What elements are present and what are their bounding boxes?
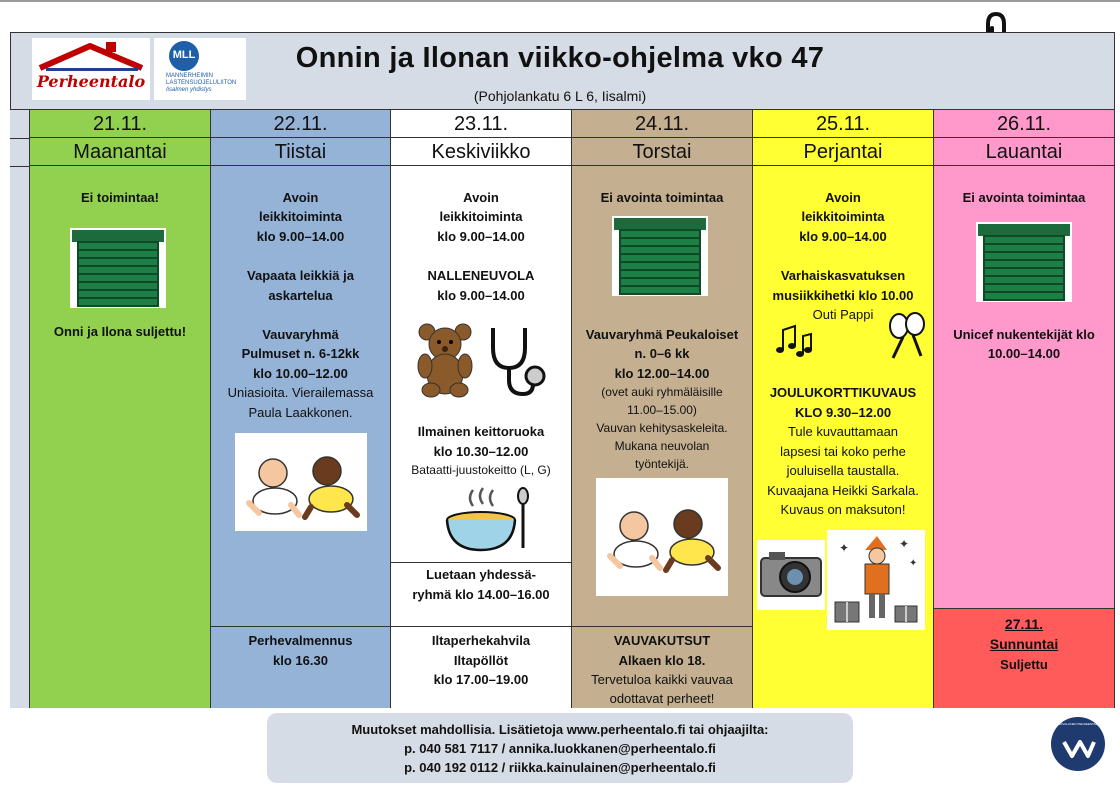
mll-logo-line2: LASTENSUOJELULIITON xyxy=(166,80,237,86)
thursday-line-3: n. 0–6 kk xyxy=(634,346,690,361)
wednesday-line-6: Ilmainen keittoruoka xyxy=(417,424,545,439)
friday-line-6: Outi Pappi xyxy=(812,307,874,322)
column-tuesday xyxy=(211,110,391,708)
column-friday xyxy=(753,110,934,708)
column-wednesday xyxy=(391,110,572,708)
date-friday: 25.11. xyxy=(753,110,933,138)
footer-line-1: Muutokset mahdollisia. Lisätietoja www.perheentalo.fi tai ohjaajilta: xyxy=(351,722,769,737)
thursday-evening-cell xyxy=(572,626,752,708)
friday-line-2: leikkitoiminta xyxy=(801,209,885,224)
thursday-line-7: Vauvan kehitysaskeleita. xyxy=(596,421,728,435)
crawling-babies-icon xyxy=(596,478,728,596)
date-saturday: 26.11. xyxy=(934,110,1114,138)
wednesday-line-4: NALLENEUVOLA xyxy=(427,268,535,283)
wednesday-line-8: Bataatti-juustokeitto (L, G) xyxy=(411,463,551,477)
saturday-line-1: Ei avointa toimintaa xyxy=(962,190,1086,205)
dayname-saturday: Lauantai xyxy=(934,138,1114,166)
camera-icon xyxy=(757,540,825,610)
footer-line-2: p. 040 581 7117 / annika.luokkanen@perheentalo.fi xyxy=(404,741,716,756)
sunday-cell xyxy=(934,608,1114,708)
wednesday-line-2: leikkitoiminta xyxy=(439,209,523,224)
thursday-bottom-line-4: odottavat perheet! xyxy=(609,691,715,706)
tuesday-line-4: Vapaata leikkiä ja xyxy=(247,268,354,283)
wednesday-middle-line-2: ryhmä klo 14.00–16.00 xyxy=(412,587,550,602)
sunday-name: Sunnuntai xyxy=(989,636,1059,652)
wednesday-evening-cell xyxy=(391,626,571,708)
thursday-line-6: 11.00–15.00) xyxy=(627,403,697,417)
thursday-line-2: Vauvaryhmä Peukaloiset xyxy=(585,327,739,342)
wednesday-line-1: Avoin xyxy=(463,190,499,205)
mll-logo-line1: MANNERHEIMIN xyxy=(166,73,214,79)
perheentalo-logo xyxy=(32,38,150,100)
tuesday-line-10: Paula Laakkonen. xyxy=(248,405,353,420)
badge-text: TURVALLINEN PERHEENTALO xyxy=(1056,722,1100,726)
music-notes-icon xyxy=(775,320,815,360)
mll-logo xyxy=(154,38,246,100)
date-thursday: 24.11. xyxy=(572,110,752,138)
friday-line-13: Kuvaus on maksuton! xyxy=(780,502,906,517)
friday-line-3: klo 9.00–14.00 xyxy=(799,229,887,244)
friday-line-12: Kuvaajana Heikki Sarkala. xyxy=(767,483,919,498)
column-monday xyxy=(30,110,211,708)
closed-shutter-icon xyxy=(612,216,708,296)
thursday-line-5: (ovet auki ryhmäläisille xyxy=(601,385,723,399)
wednesday-bottom-line-3: klo 17.00–19.00 xyxy=(433,672,529,687)
friday-line-1: Avoin xyxy=(825,190,861,205)
monday-line-2: Onni ja Ilona suljettu! xyxy=(53,324,187,339)
mll-logo-line3: Iisalmen yhdistys xyxy=(166,87,212,93)
tuesday-bottom-line-1: Perhevalmennus xyxy=(248,633,353,648)
teddy-bear-icon xyxy=(413,322,477,398)
perheentalo-logo-text: Perheentalo xyxy=(36,72,146,91)
top-rule xyxy=(0,0,1120,2)
dayname-wednesday: Keskiviikko xyxy=(391,138,571,166)
soup-bowl-icon xyxy=(443,484,533,556)
thursday-bottom-line-3: Tervetuloa kaikki vauvaa xyxy=(591,672,733,687)
tuesday-line-5: askartelua xyxy=(268,288,333,303)
footer-line-3: p. 040 192 0112 / riikka.kainulainen@perheentalo.fi xyxy=(404,760,716,775)
wednesday-bottom-line-1: Iltaperhekahvila xyxy=(431,633,531,648)
date-monday: 21.11. xyxy=(30,110,210,138)
maracas-icon xyxy=(885,312,929,362)
christmas-photo-person-icon xyxy=(827,530,925,630)
address-subtitle: (Pohjolankatu 6 L 6, Iisalmi) xyxy=(473,88,647,104)
saturday-line-3: 10.00–14.00 xyxy=(987,346,1061,361)
tuesday-bottom-line-2: klo 16.30 xyxy=(273,653,328,668)
page-title: Onnin ja Ilonan viikko-ohjelma vko 47 xyxy=(295,42,825,74)
sunday-date: 27.11. xyxy=(1004,616,1044,632)
thursday-bottom-line-1: VAUVAKUTSUT xyxy=(613,633,711,648)
dayname-friday: Perjantai xyxy=(753,138,933,166)
saturday-line-2: Unicef nukentekijät klo xyxy=(953,327,1095,342)
crawling-babies-icon xyxy=(235,433,367,531)
thursday-line-4: klo 12.00–14.00 xyxy=(614,366,710,381)
dayname-thursday: Torstai xyxy=(572,138,752,166)
friday-line-7: JOULUKORTTIKUVAUS xyxy=(769,385,917,400)
friday-line-8: KLO 9.30–12.00 xyxy=(794,405,892,420)
dayname-monday: Maanantai xyxy=(30,138,210,166)
tuesday-evening-cell xyxy=(211,626,390,708)
thursday-bottom-line-2: Alkaen klo 18. xyxy=(618,653,706,668)
svg-text:✦: ✦ xyxy=(839,541,850,555)
svg-text:✦: ✦ xyxy=(909,558,918,569)
column-thursday xyxy=(572,110,753,708)
wednesday-bottom-line-2: Iltapöllöt xyxy=(453,653,509,668)
wednesday-afternoon-cell xyxy=(391,562,571,626)
dayname-tuesday: Tiistai xyxy=(211,138,390,166)
friday-line-4: Varhaiskasvatuksen xyxy=(780,268,906,283)
wednesday-middle-line-1: Luetaan yhdessä- xyxy=(426,567,536,582)
sunday-status: Suljettu xyxy=(1000,657,1048,672)
closed-shutter-icon xyxy=(976,222,1072,302)
left-margin-column xyxy=(10,110,30,708)
wednesday-line-3: klo 9.00–14.00 xyxy=(437,229,525,244)
monday-line-1: Ei toimintaa! xyxy=(80,190,159,205)
footer-contact-box xyxy=(267,713,853,783)
mll-logo-mark: MLL xyxy=(172,49,196,61)
friday-line-10: lapsesi tai koko perhe xyxy=(780,444,906,459)
thursday-line-1: Ei avointa toimintaa xyxy=(600,190,724,205)
wednesday-line-5: klo 9.00–14.00 xyxy=(437,288,525,303)
tuesday-line-8: klo 10.00–12.00 xyxy=(253,366,348,381)
svg-text:✦: ✦ xyxy=(899,537,910,551)
closed-shutter-icon xyxy=(70,228,166,308)
column-saturday xyxy=(934,110,1115,708)
friday-line-5: musiikkihetki klo 10.00 xyxy=(772,288,914,303)
tuesday-line-1: Avoin xyxy=(282,190,319,205)
stethoscope-icon xyxy=(485,324,549,400)
date-wednesday: 23.11. xyxy=(391,110,571,138)
tuesday-line-7: Pulmuset n. 6-12kk xyxy=(241,346,360,361)
tuesday-line-9: Uniasioita. Vierailemassa xyxy=(227,385,374,400)
thursday-line-9: työntekijä. xyxy=(634,457,690,471)
safe-family-house-badge xyxy=(1050,716,1106,772)
friday-line-9: Tule kuvauttamaan xyxy=(787,424,899,439)
friday-line-11: jouluisella taustalla. xyxy=(786,463,900,478)
date-tuesday: 22.11. xyxy=(211,110,390,138)
wednesday-line-7: klo 10.30–12.00 xyxy=(433,444,529,459)
tuesday-line-6: Vauvaryhmä xyxy=(262,327,339,342)
tuesday-line-3: klo 9.00–14.00 xyxy=(256,229,345,244)
thursday-line-8: Mukana neuvolan xyxy=(614,439,710,453)
tuesday-line-2: leikkitoiminta xyxy=(258,209,343,224)
